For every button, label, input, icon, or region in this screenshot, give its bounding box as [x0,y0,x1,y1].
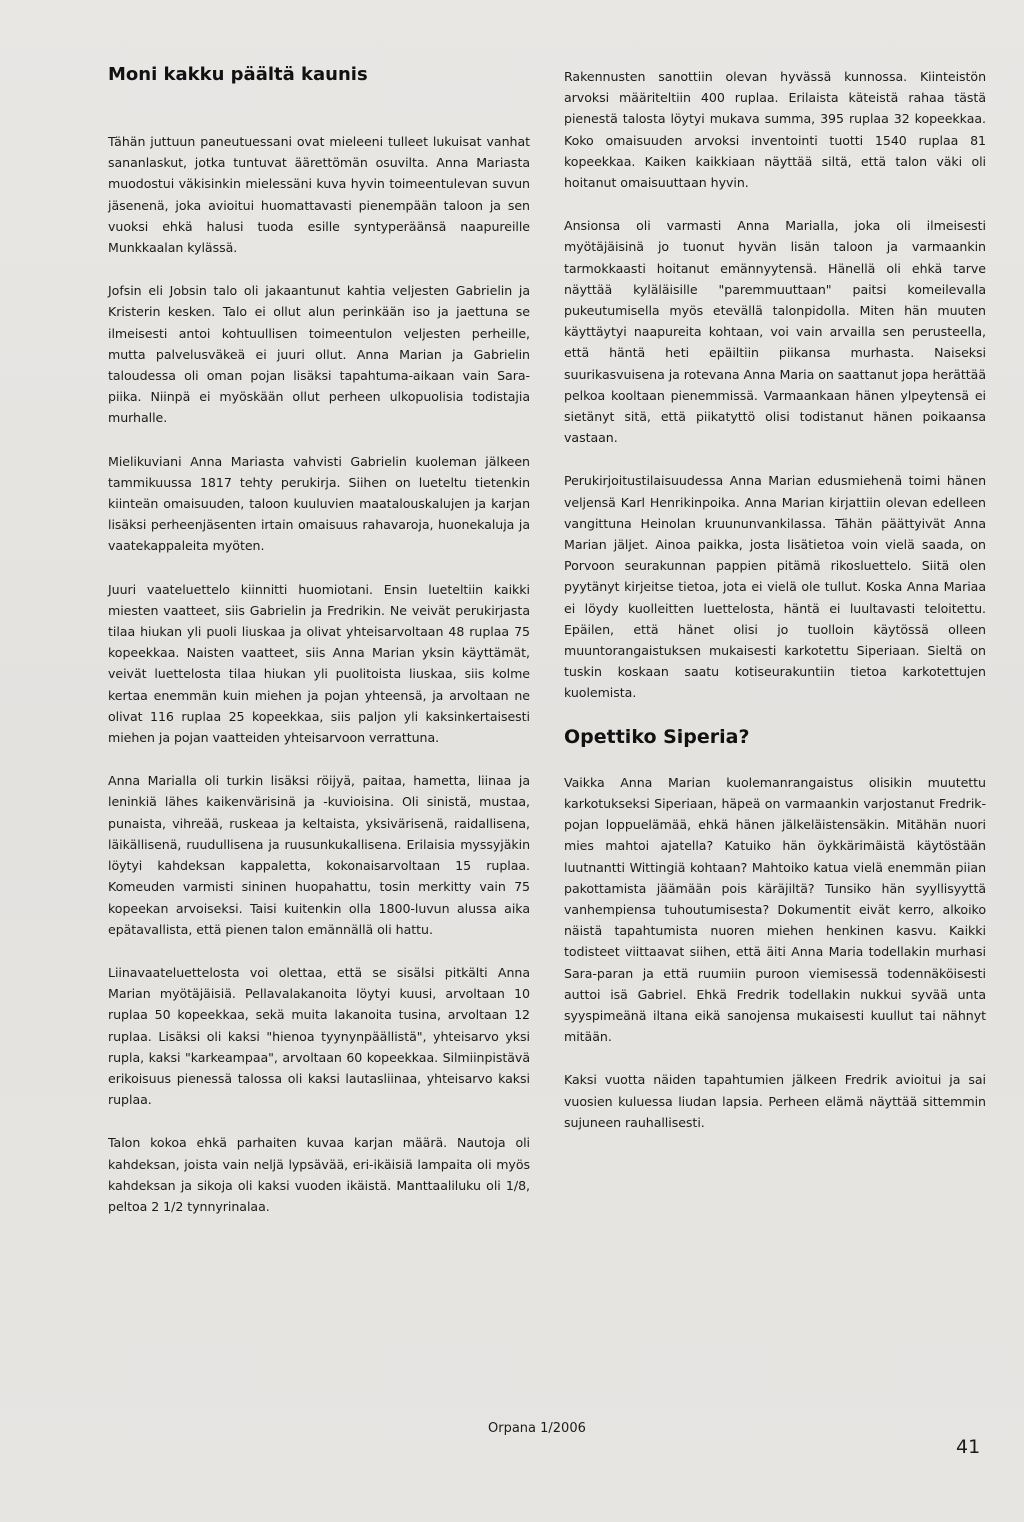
paragraph: Vaikka Anna Marian kuolemanrangaistus olisikin muutettu karkotukseksi Siperiaan, häpeä on varmaankin varjostanut Fredrik-pojan loppuelämää, ehkä hänen jälkeläistensäkin. Mitähän nuori mies mahtoi ajatella? Katuiko hän öykkärimäistä käytöstään luutnantti Wittingiä kohtaan? Mahtoiko katua vielä enemmän piian pakottamista jäämään pois käräjiltä? Tunsiko hän syyllisyyttä vanhempiensa tuhoutumisesta? Dokumentit eivät kerro, alkoiko näistä tapahtumista nuoren miehen henkinen kasvu. Kaikki todisteet viittaavat siihen, että äiti Anna Maria todellakin murhasi Sara-paran ja että ruumiin puroon viemisessä todennäköisesti auttoi isä Gabriel. Ehkä Fredrik todellakin nukkui syvää unta syyspimeänä iltana eikä sanojensa mukaisesti kuullut tai nähnyt mitään. [564,774,986,1045]
paragraph: Tähän juttuun paneutuessani ovat mieleeni tulleet lukuisat vanhat sananlaskut, jotka tuntuvat äärettömän osuvilta. Anna Mariasta muodostui väkisinkin mielessäni kuva hyvin toimeentulevan suvun jäsenenä, joka avioitui huomattavasti pienempään taloon ja sen vuoksi ehkä halusi tuoda esille syntyperäänsä naapureille Munkkaalan kylässä. [108,134,530,256]
left-column [108,64,530,1239]
section-heading-moni-kakku: Moni kakku päältä kaunis [108,64,368,85]
paragraph: Perukirjoitustilaisuudessa Anna Marian edusmiehenä toimi hänen veljensä Karl Henrikinpoika. Anna Marian kirjattiin olevan edelleen vangittuna Heinolan kruununvankilassa. Tähän päättyivät Anna Marian jäljet. Ainoa paikka, josta lisätietoa voin vielä saada, on Porvoon seurakunnan pappien pitämä rikosluettelo. Siitä olen pyytänyt kirjeitse tietoa, jota ei vielä ole tullut. Koska Anna Mariaa ei löydy kuolleitten luettelosta, häntä ei luultavasti teloitettu. Epäilen, että hänet olisi jo tuolloin käytössä olleen muuntorangaistuksen mukaisesti karkotettu Siperiaan. Sieltä on tuskin koskaan saatu kotiseurakuntiin tietoa karkotettujen kuolemista. [564,473,986,701]
section-heading-opettiko-siperia: Opettiko Siperia? [564,725,750,748]
right-column [564,66,986,1155]
publication-footer: Orpana 1/2006 [488,1421,586,1436]
paragraph: Jofsin eli Jobsin talo oli jakaantunut kahtia veljesten Gabrielin ja Kristerin kesken. Talo ei ollut alun perinkään iso ja jaettuna se ilmeisesti antoi kohtuullisen toimeentulon veljesten perheille, mutta palvelusväkeä ei juuri ollut. Anna Marian ja Gabrielin taloudessa oli oman pojan lisäksi tapahtuma-aikaan vain Sara-piika. Niinpä ei myöskään ollut perheen ulkopuolisia todistajia murhalle. [108,283,530,426]
paragraph: Liinavaateluettelosta voi olettaa, että se sisälsi pitkälti Anna Marian myötäjäisiä. Pellavalakanoita löytyi kuusi, arvoltaan 10 ruplaa 50 kopeekkaa, sekä muita lakanoita tusina, arvoltaan 12 ruplaa. Lisäksi oli kaksi "hienoa tyynynpäällistä", yhteisarvo yksi rupla, kaksi "karkeampaa", arvoltaan 60 kopeekkaa. Silmiinpistävä erikoisuus pienessä talossa oli kaksi lautasliinaa, yhteisarvo kaksi ruplaa. [108,964,530,1108]
paragraph: Juuri vaateluettelo kiinnitti huomiotani. Ensin lueteltiin kaikki miesten vaatteet, siis Gabrielin ja Fredrikin. Ne veivät perukirjasta tilaa hiukan yli puoli liuskaa ja olivat yhteisarvoltaan 48 ruplaa 75 kopeekkaa. Naisten vaatteet, siis Anna Marian yksin käyttämät, veivät luettelosta tilaa hiukan yli puolitoista liuskaa, siis kolme kertaa enemmän kuin miehen ja pojan yhteensä, ja arvoltaan ne olivat 116 ruplaa 25 kopeekkaa, siis paljon yli kaksinkertaisesti miehen ja pojan vaatteiden yhteisarvoon verrattuna. [108,581,530,746]
paragraph: Ansionsa oli varmasti Anna Marialla, joka oli ilmeisesti myötäjäisinä jo tuonut hyvän lisän taloon ja varmaankin tarmokkaasti hoitanut emännyytensä. Hänellä oli ehkä tarve näyttää kyläläisille "paremmuuttaan" paitsi komeilevalla pukeutumisella myös etevällä talonpidolla. Miten hän muuten käyttäytyi naapureita kohtaan, voi vain arvailla sen perusteella, että häntä heti epäiltiin piikansa murhasta. Naiseksi suurikasvuisena ja rotevana Anna Maria on saattanut jopa herättää pelkoa kooltaan pienemmissä. Varmaankaan hänen ylpeytensä ei sietänyt sitä, että piikatyttö olisi todistanut hänen poikaansa vastaan. [564,218,986,446]
paragraph: Talon kokoa ehkä parhaiten kuvaa karjan määrä. Nautoja oli kahdeksan, joista vain neljä lypsävää, eri-ikäisiä lampaita oli myös kahdeksan ja sikoja oli kaksi vuoden ikäistä. Manttaaliluku oli 1/8, peltoa 2 1/2 tynnyrinalaa. [108,1135,530,1214]
paragraph: Anna Marialla oli turkin lisäksi röijyä, paitaa, hametta, liinaa ja leninkiä lähes kaikenvärisinä ja -kuvioisina. Oli sinistä, mustaa, punaista, vihreää, ruskeaa ja keltaista, yksivärisenä, raidallisena, läikällisenä, ruudullisena ja ruusunkukallisena. Erilaisia myssyjäkin löytyi kahdeksan kappaletta, kokonaisarvoltaan 15 ruplaa. Komeuden varmisti sininen huopahattu, tosin merkitty vain 75 kopeekan arvoiseksi. Taisi kuitenkin olla 1800-luvun alussa aika epätavallista, että pienen talon emännällä oli hattu. [108,773,530,937]
page-number: 41 [956,1436,981,1458]
paragraph: Rakennusten sanottiin olevan hyvässä kunnossa. Kiinteistön arvoksi määriteltiin 400 ruplaa. Erilaista käteistä rahaa tästä pienestä talosta löytyi mukava summa, 395 ruplaa 32 kopeekkaa. Koko omaisuuden arvoksi inventointi tuotti 1540 ruplaa 81 kopeekkaa. Kaiken kaikkiaan näyttää siltä, että talon väki oli hoitanut omaisuuttaan hyvin. [564,69,986,191]
paragraph: Kaksi vuotta näiden tapahtumien jälkeen Fredrik avioitui ja sai vuosien kuluessa liudan lapsia. Perheen elämä näyttää sittemmin sujuneen rauhallisesti. [564,1072,986,1130]
paragraph: Mielikuviani Anna Mariasta vahvisti Gabrielin kuoleman jälkeen tammikuussa 1817 tehty perukirja. Siihen on lueteltu tietenkin kiinteän omaisuuden, taloon kuuluvien maatalouskalujen ja karjan lisäksi perheenjäsenten irtain omaisuus rahavaroja, huonekaluja ja vaatekappaleita myöten. [108,453,530,554]
